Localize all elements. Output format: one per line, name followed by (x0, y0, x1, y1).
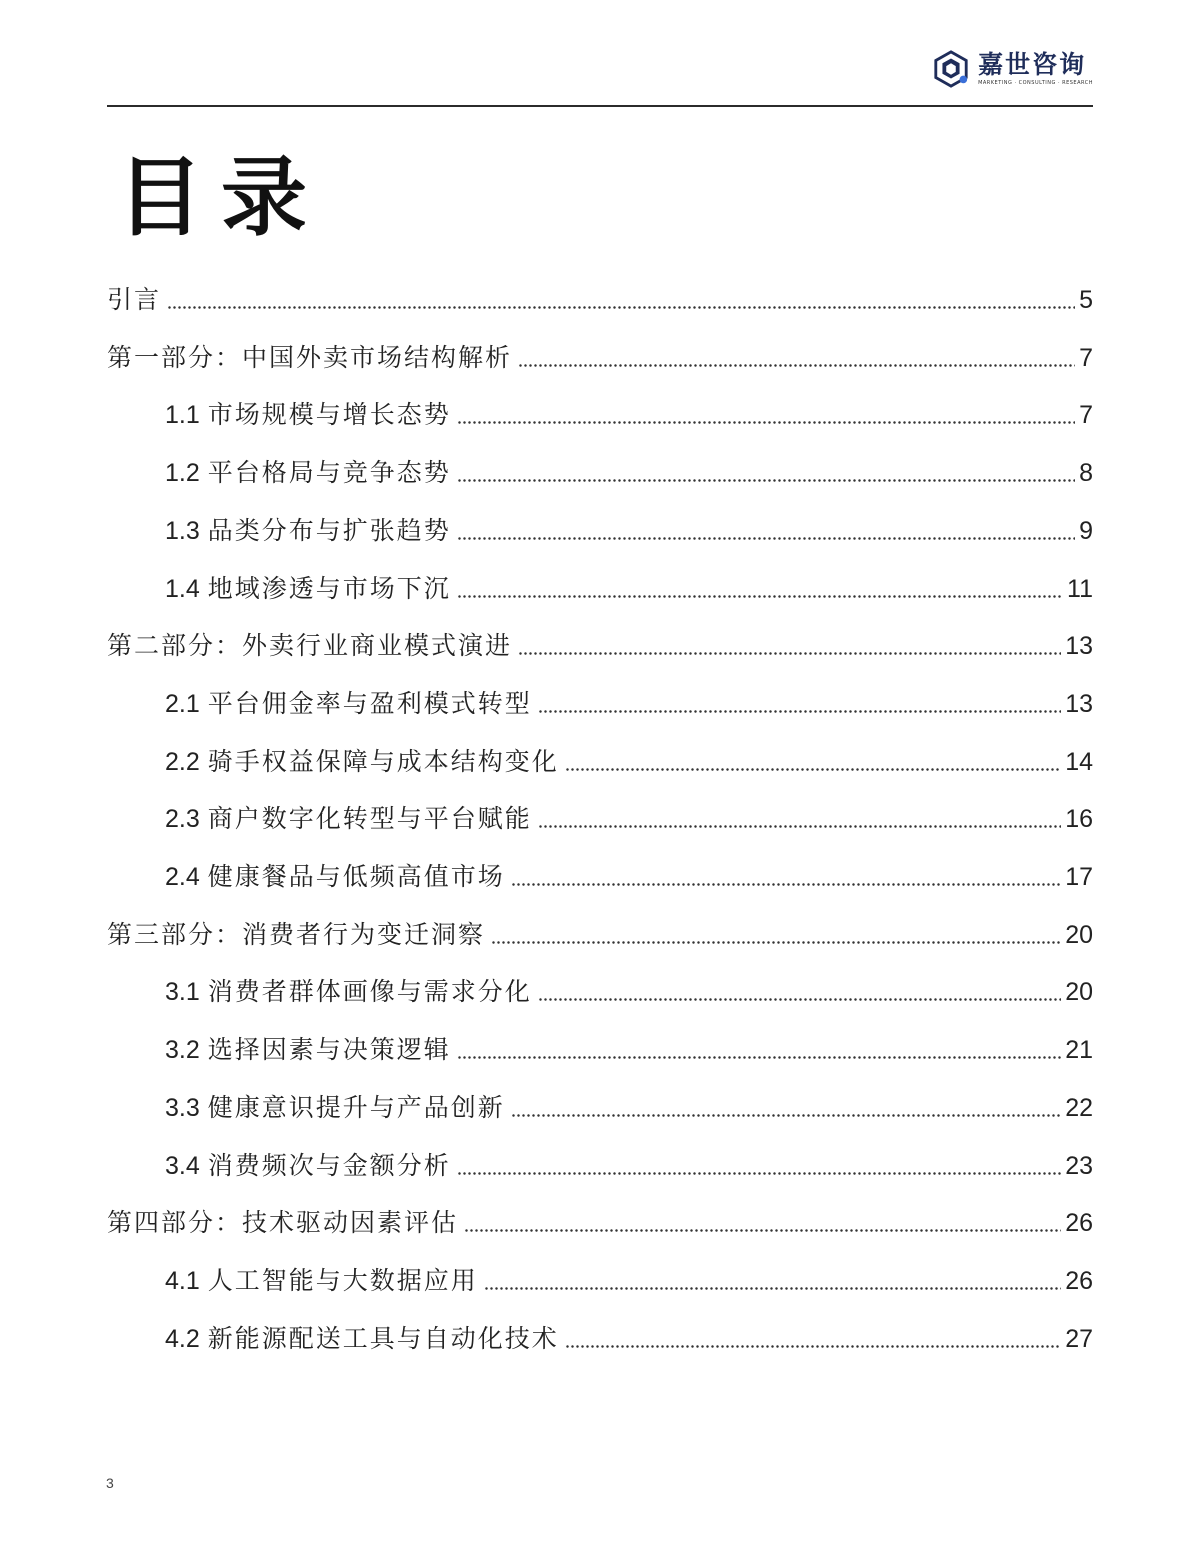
toc-page-number: 21 (1065, 1036, 1093, 1065)
toc-entry-label: 健康餐品与低频高值市场 (207, 862, 505, 891)
toc-dot-leader (457, 595, 1063, 598)
toc-entry-label: 引言 (107, 285, 162, 314)
toc-entry-label: 消费者群体画像与需求分化 (207, 977, 532, 1007)
toc-dot-leader (457, 1172, 1061, 1175)
toc-entry-title (107, 919, 485, 951)
toc-entry-label: 第一部分：中国外卖市场结构解析 (107, 342, 513, 372)
toc-subsection-entry[interactable] (165, 565, 1093, 605)
toc-page-number: 14 (1065, 747, 1093, 776)
toc-entry-title (165, 861, 505, 893)
toc-entry-label: 人工智能与大数据应用 (207, 1265, 478, 1295)
toc-entry-title (107, 1207, 458, 1239)
toc-page-number: 20 (1065, 978, 1093, 1007)
toc-dot-leader (518, 652, 1061, 655)
toc-entry-title (165, 1265, 478, 1297)
toc-entry-number: 3.3 (165, 1093, 200, 1122)
page-number: 3 (106, 1475, 114, 1491)
toc-dot-leader (464, 1229, 1061, 1232)
toc-subsection-entry[interactable] (165, 1084, 1093, 1124)
toc-dot-leader (565, 768, 1061, 771)
toc-entry-title (165, 746, 559, 778)
toc-dot-leader (511, 883, 1061, 886)
toc-entry-number: 2.1 (165, 689, 200, 718)
toc-entry-title (165, 688, 532, 720)
toc-entry-number: 4.2 (165, 1324, 200, 1353)
toc-dot-leader (538, 998, 1061, 1001)
toc-dot-leader (167, 306, 1075, 309)
toc-entry-label: 品类分布与扩张趋势 (207, 515, 451, 545)
toc-subsection-entry[interactable] (165, 968, 1093, 1008)
toc-entry-title (165, 457, 451, 489)
toc-entry-number: 1.4 (165, 574, 200, 603)
toc-entry-title (165, 1092, 505, 1124)
toc-page-number: 23 (1065, 1151, 1093, 1180)
toc-entry-title (165, 399, 451, 431)
toc-dot-leader (457, 1056, 1061, 1059)
toc-entry-label: 第二部分：外卖行业商业模式演进 (107, 631, 513, 661)
toc-entry-label: 平台佣金率与盈利模式转型 (207, 688, 532, 718)
header-divider (107, 105, 1093, 107)
toc-section-entry[interactable] (107, 911, 1093, 951)
toc-entry-number: 3.1 (165, 978, 200, 1007)
toc-entry-label: 平台格局与竞争态势 (207, 458, 451, 488)
toc-page-number: 7 (1079, 343, 1093, 372)
toc-dot-leader (457, 479, 1075, 482)
toc-subsection-entry[interactable] (165, 507, 1093, 547)
toc-subsection-entry[interactable] (165, 449, 1093, 489)
toc-entry-number: 4.1 (165, 1266, 200, 1295)
toc-page-number: 26 (1065, 1209, 1093, 1238)
toc-page-number: 8 (1079, 459, 1093, 488)
toc-entry-title (107, 630, 512, 662)
toc-section-entry[interactable] (107, 334, 1093, 374)
toc-dot-leader (457, 537, 1075, 540)
toc-page-number: 22 (1065, 1093, 1093, 1122)
page-title: 目录 (117, 147, 325, 248)
toc-page-number: 27 (1065, 1324, 1093, 1353)
toc-subsection-entry[interactable] (165, 853, 1093, 893)
toc-entry-title (165, 1323, 559, 1355)
toc-entry-number: 1.1 (165, 401, 200, 430)
toc-entry-label: 骑手权益保障与成本结构变化 (207, 746, 559, 776)
toc-entry-number: 2.3 (165, 805, 200, 834)
toc-entry-title (165, 1034, 451, 1066)
toc-entry-number: 1.3 (165, 516, 200, 545)
toc-entry-title (107, 284, 161, 316)
toc-entry-title (107, 342, 512, 374)
toc-dot-leader (457, 421, 1075, 424)
toc-dot-leader (491, 941, 1061, 944)
toc-subsection-entry[interactable] (165, 1026, 1093, 1066)
toc-entry-label: 第四部分：技术驱动因素评估 (107, 1208, 459, 1238)
toc-entry-number: 2.2 (165, 747, 200, 776)
toc-page-number: 13 (1065, 689, 1093, 718)
toc-entry-number: 3.4 (165, 1151, 200, 1180)
toc-section-entry[interactable] (107, 622, 1093, 662)
toc-subsection-entry[interactable] (165, 1142, 1093, 1182)
toc-entry-title (165, 515, 451, 547)
toc-dot-leader (484, 1287, 1061, 1290)
toc-section-entry[interactable] (107, 1199, 1093, 1239)
toc-entry-title (165, 1150, 451, 1182)
page-header (107, 40, 1093, 106)
toc-dot-leader (511, 1114, 1061, 1117)
toc-entry-label: 地域渗透与市场下沉 (207, 573, 451, 603)
toc-dot-leader (565, 1345, 1061, 1348)
toc-dot-leader (538, 825, 1061, 828)
toc-entry-title (165, 573, 451, 605)
toc-entry-label: 健康意识提升与产品创新 (207, 1092, 505, 1122)
toc-page-number: 26 (1065, 1266, 1093, 1295)
brand-tagline: MARKETING · CONSULTING · RESEARCH (978, 80, 1093, 86)
toc-entry-number: 2.4 (165, 863, 200, 891)
brand-name: 嘉世咨询 (978, 50, 1087, 79)
toc-subsection-entry[interactable] (165, 1257, 1093, 1297)
brand-logo (932, 50, 1093, 88)
toc-page-number: 5 (1079, 286, 1093, 314)
toc-entry-number: 3.2 (165, 1036, 200, 1065)
toc-dot-leader (538, 710, 1061, 713)
toc-dot-leader (518, 364, 1075, 367)
toc-page-number: 7 (1079, 401, 1093, 430)
toc-page-number: 9 (1079, 516, 1093, 545)
toc-entry-label: 第三部分：消费者行为变迁洞察 (107, 919, 486, 949)
toc-page-number: 11 (1067, 574, 1093, 603)
toc-entry-label: 消费频次与金额分析 (207, 1150, 451, 1180)
toc-subsection-entry[interactable] (165, 391, 1093, 431)
toc-page-number: 17 (1065, 863, 1093, 891)
toc-entry-title (165, 803, 532, 835)
toc-subsection-entry[interactable] (165, 738, 1093, 778)
toc-subsection-entry[interactable] (165, 795, 1093, 835)
toc-section-entry[interactable] (107, 276, 1093, 316)
toc-entry-title (165, 976, 532, 1008)
toc-entry-number: 1.2 (165, 459, 200, 488)
toc-subsection-entry[interactable] (165, 680, 1093, 720)
toc-entry-label: 选择因素与决策逻辑 (207, 1035, 451, 1065)
toc-page-number: 20 (1065, 920, 1093, 949)
toc-page-number: 13 (1065, 632, 1093, 661)
toc-subsection-entry[interactable] (165, 1315, 1093, 1355)
toc-entry-label: 商户数字化转型与平台赋能 (207, 804, 532, 834)
toc-page-number: 16 (1065, 805, 1093, 834)
toc-entry-label: 新能源配送工具与自动化技术 (207, 1323, 559, 1353)
jiashi-logo-icon (932, 50, 970, 88)
toc-entry-label: 市场规模与增长态势 (207, 400, 451, 430)
